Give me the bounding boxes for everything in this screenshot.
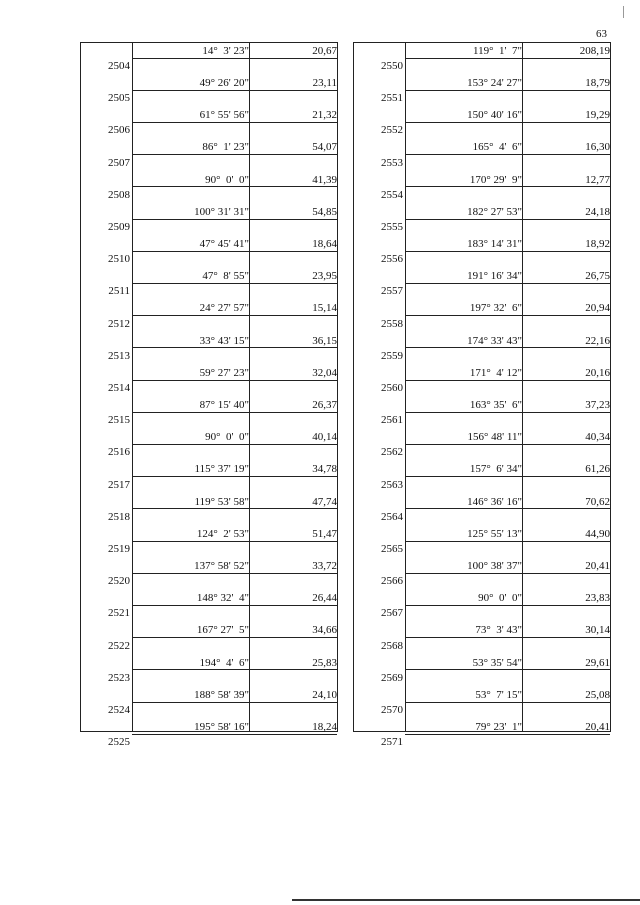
distance-value: 61,26 (585, 463, 610, 476)
row-separator (132, 476, 337, 477)
point-number: 2520 (108, 575, 130, 588)
angle-value: 59° 27' 23" (199, 366, 249, 379)
point-number: 2517 (108, 478, 130, 491)
point-number: 2521 (108, 607, 130, 620)
distance-value: 18,64 (312, 238, 337, 250)
row-separator (132, 734, 337, 735)
distance-value: 30,14 (585, 624, 610, 637)
point-number: 2569 (381, 671, 403, 684)
point-number: 2553 (381, 156, 403, 169)
row-separator (132, 283, 337, 284)
angle-value (406, 753, 522, 765)
angle-value: 49° 26' 20" (199, 77, 249, 89)
point-number: 2509 (108, 221, 130, 233)
row-separator (405, 734, 610, 735)
point-number: 2567 (381, 607, 403, 620)
distance-value: 41,39 (312, 173, 337, 186)
point-number: 2565 (381, 543, 403, 555)
row-separator (132, 637, 337, 638)
angle-value: 163° 35' 6" (469, 399, 522, 411)
distance-value: 26,44 (312, 592, 337, 605)
angle-value: 73° 3' 43" (475, 624, 522, 637)
point-number: 2512 (108, 317, 130, 330)
row-separator (405, 154, 610, 155)
row-separator (405, 444, 610, 445)
distance-value: 24,18 (585, 205, 610, 218)
point-number: 2523 (108, 671, 130, 684)
point-number: 2560 (381, 382, 403, 394)
point-number: 2510 (108, 253, 130, 266)
point-number: 2554 (381, 188, 403, 201)
distance-value: 54,85 (312, 205, 337, 218)
angle-value: 86° 1' 23" (202, 141, 249, 154)
row-separator (405, 283, 610, 284)
row-separator (405, 573, 610, 574)
distance-value: 34,78 (312, 463, 337, 476)
coordinate-table-right (353, 42, 611, 749)
distance-value: 18,24 (312, 721, 337, 733)
distance-value: 24,10 (312, 688, 337, 701)
distance-value: 21,32 (312, 109, 337, 122)
row-separator (132, 605, 337, 606)
row-separator (405, 412, 610, 413)
row-separator (132, 251, 337, 252)
point-number: 2522 (108, 639, 130, 652)
first-distance: 208,19 (579, 45, 610, 57)
row-separator (405, 347, 610, 348)
point-number: 2556 (381, 253, 403, 266)
distance-value (523, 753, 610, 765)
point-number: 2562 (381, 446, 403, 459)
distance-value: 18,79 (585, 77, 610, 89)
angle-value: 157° 6' 34" (469, 463, 522, 476)
angle-value: 170° 29' 9" (469, 173, 522, 186)
row-separator (132, 669, 337, 670)
point-number: 2563 (381, 478, 403, 491)
row-separator (132, 315, 337, 316)
angle-value: 150° 40' 16" (467, 109, 522, 122)
row-separator (132, 412, 337, 413)
distance-value: 29,61 (585, 656, 610, 669)
angle-value: 100° 38' 37" (467, 560, 522, 572)
point-number: 2566 (381, 575, 403, 588)
row-separator (405, 605, 610, 606)
angle-value: 188° 58' 39" (194, 688, 249, 701)
row-separator (132, 444, 337, 445)
distance-value: 23,83 (585, 592, 610, 605)
distance-value: 40,14 (312, 431, 337, 444)
angle-value: 53° 7' 15" (475, 688, 522, 701)
angle-value: 61° 55' 56" (199, 109, 249, 122)
point-number: 2524 (108, 704, 130, 716)
row-separator (132, 702, 337, 703)
row-separator (405, 702, 610, 703)
angle-value: 174° 33' 43" (467, 334, 522, 347)
distance-value: 18,92 (585, 238, 610, 250)
distance-value: 20,41 (585, 721, 610, 733)
row-separator (132, 122, 337, 123)
distance-value: 15,14 (312, 302, 337, 315)
point-number: 2519 (108, 543, 130, 555)
row-separator (132, 219, 337, 220)
point-number: 2555 (381, 221, 403, 233)
distance-value: 70,62 (585, 495, 610, 508)
row-separator (405, 122, 610, 123)
distance-value: 25,08 (585, 688, 610, 701)
angle-value: 100° 31' 31" (194, 205, 249, 218)
point-number: 2516 (108, 446, 130, 459)
point-number: 2508 (108, 188, 130, 201)
row-separator (132, 541, 337, 542)
distance-value: 19,29 (585, 109, 610, 122)
distance-value: 51,47 (312, 527, 337, 540)
angle-value: 47° 45' 41" (199, 238, 249, 250)
angle-value: 171° 4' 12" (469, 366, 522, 379)
angle-value: 115° 37' 19" (194, 463, 249, 476)
point-number: 2558 (381, 317, 403, 330)
distance-value: 26,37 (312, 399, 337, 411)
distance-value: 54,07 (312, 141, 337, 154)
distance-value: 33,72 (312, 560, 337, 572)
angle-value: 119° 53' 58" (194, 495, 249, 508)
distance-value: 47,74 (312, 495, 337, 508)
row-separator (405, 541, 610, 542)
row-separator (132, 380, 337, 381)
point-number: 2552 (381, 124, 403, 137)
distance-value: 40,34 (585, 431, 610, 444)
point-number: 2515 (108, 414, 130, 427)
distance-value (250, 753, 337, 765)
row-separator (405, 251, 610, 252)
distance-value: 20,16 (585, 366, 610, 379)
row-separator (405, 380, 610, 381)
first-distance: 20,67 (312, 45, 337, 57)
distance-value: 22,16 (585, 334, 610, 347)
point-number: 2525 (108, 736, 130, 749)
angle-value: 33° 43' 15" (199, 334, 249, 347)
footer-rule (292, 899, 640, 901)
point-number: 2514 (108, 382, 130, 394)
distance-value: 34,66 (312, 624, 337, 637)
angle-value: 24° 27' 57" (199, 302, 249, 315)
row-separator (132, 573, 337, 574)
angle-value: 79° 23' 1" (475, 721, 522, 733)
row-separator (405, 508, 610, 509)
row-separator (132, 347, 337, 348)
coordinate-table-left (80, 42, 338, 749)
angle-value: 90° 0' 0" (478, 592, 522, 605)
angle-value: 125° 55' 13" (467, 527, 522, 540)
distance-value: 23,11 (312, 77, 337, 89)
distance-value: 36,15 (312, 334, 337, 347)
point-number: 2559 (381, 349, 403, 362)
row-separator (132, 90, 337, 91)
angle-value: 156° 48' 11" (467, 431, 522, 444)
row-separator (132, 58, 337, 59)
distance-value: 12,77 (585, 173, 610, 186)
row-separator (405, 90, 610, 91)
row-separator (405, 186, 610, 187)
row-separator (405, 476, 610, 477)
angle-value: 137° 58' 52" (194, 560, 249, 572)
point-number: 2551 (381, 92, 403, 105)
row-separator (405, 58, 610, 59)
angle-value: 90° 0' 0" (205, 173, 249, 186)
angle-value: 191° 16' 34" (467, 270, 522, 283)
distance-value: 20,94 (585, 302, 610, 315)
scan-edge-mark (623, 6, 624, 18)
row-separator (405, 315, 610, 316)
angle-value: 124° 2' 53" (196, 527, 249, 540)
distance-value: 23,95 (312, 270, 337, 283)
angle-value: 87° 15' 40" (199, 399, 249, 411)
page-number: 63 (596, 28, 607, 40)
point-number: 2511 (108, 285, 130, 298)
angle-value: 167° 27' 5" (196, 624, 249, 637)
distance-value: 16,30 (585, 141, 610, 154)
angle-value: 146° 36' 16" (467, 495, 522, 508)
point-number: 2557 (381, 285, 403, 298)
point-number: 2568 (381, 639, 403, 652)
row-separator (405, 637, 610, 638)
row-separator (405, 669, 610, 670)
distance-value: 37,23 (585, 399, 610, 411)
angle-value: 53° 35' 54" (472, 656, 522, 669)
angle-value: 153° 24' 27" (467, 77, 522, 89)
point-number: 2571 (381, 736, 403, 749)
distance-value: 44,90 (585, 527, 610, 540)
point-number: 2564 (381, 510, 403, 523)
row-separator (132, 508, 337, 509)
first-angle: 14° 3' 23" (202, 45, 249, 57)
distance-value: 32,04 (312, 366, 337, 379)
angle-value: 148° 32' 4" (196, 592, 249, 605)
distance-value: 20,41 (585, 560, 610, 572)
point-number: 2505 (108, 92, 130, 105)
point-number: 2506 (108, 124, 130, 137)
angle-value (133, 753, 249, 765)
row-separator (405, 219, 610, 220)
point-number: 2561 (381, 414, 403, 427)
point-number: 2570 (381, 704, 403, 716)
angle-value: 194° 4' 6" (199, 656, 249, 669)
point-number: 2550 (381, 60, 403, 72)
angle-value: 90° 0' 0" (205, 431, 249, 444)
point-number: 2507 (108, 156, 130, 169)
angle-value: 182° 27' 53" (467, 205, 522, 218)
row-separator (132, 154, 337, 155)
point-number: 2513 (108, 349, 130, 362)
distance-value: 25,83 (312, 656, 337, 669)
distance-value: 26,75 (585, 270, 610, 283)
point-number: 2504 (108, 60, 130, 72)
row-separator (132, 186, 337, 187)
first-angle: 119° 1' 7" (473, 45, 522, 57)
angle-value: 197° 32' 6" (469, 302, 522, 315)
angle-value: 183° 14' 31" (467, 238, 522, 250)
angle-value: 165° 4' 6" (472, 141, 522, 154)
angle-value: 47° 8' 55" (202, 270, 249, 283)
angle-value: 195° 58' 16" (194, 721, 249, 733)
point-number: 2518 (108, 510, 130, 523)
